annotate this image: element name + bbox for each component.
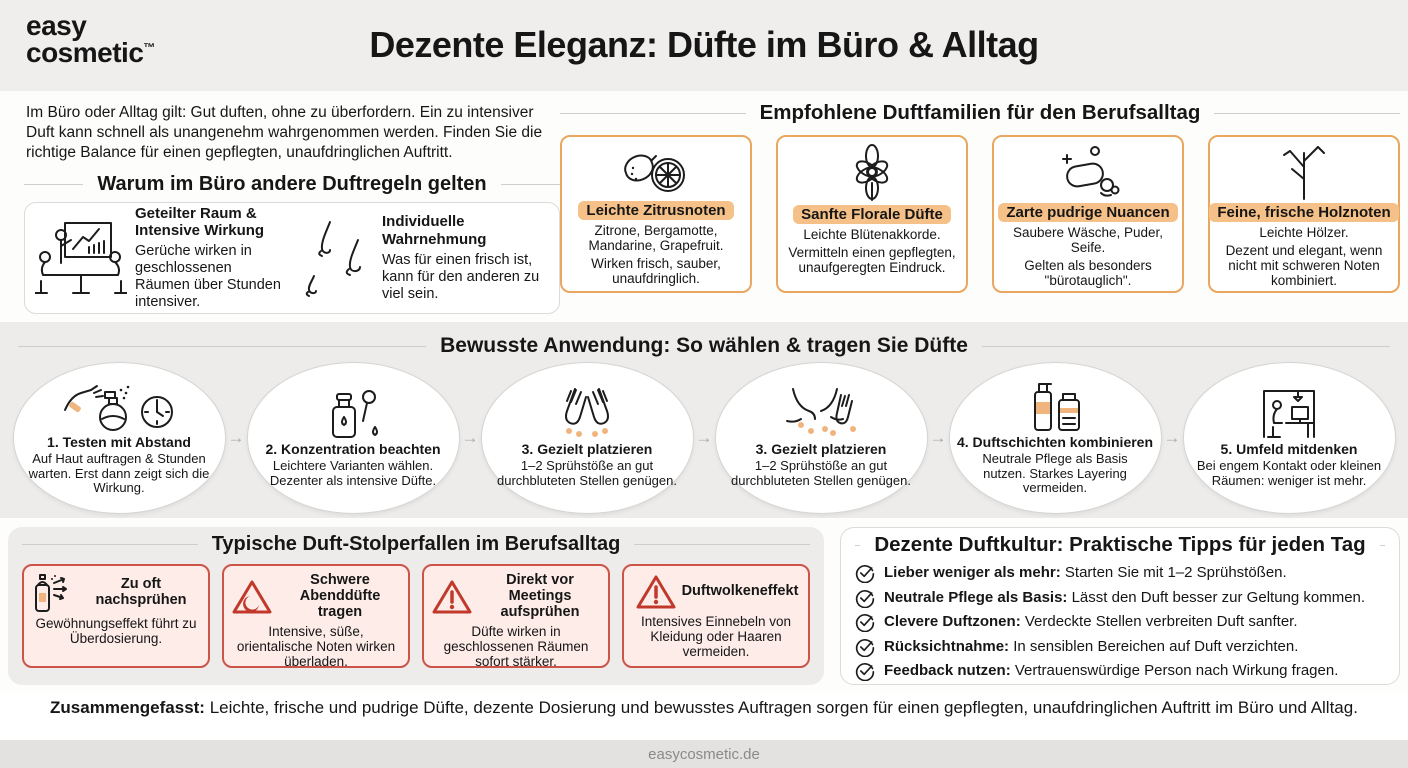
family-label: Feine, frische Holznoten: [1209, 203, 1398, 222]
why-item-title: Individuelle Wahrnehmung: [382, 213, 487, 248]
tip-item: [855, 610, 1385, 635]
pitfall-title: Schwere Abenddüfte tragen: [299, 572, 381, 620]
tip-lead: Clevere Duftzonen:: [884, 613, 1021, 630]
brand-line2: cosmetic: [26, 36, 144, 68]
family-card-powdery: [992, 135, 1184, 293]
families-header: [560, 101, 1400, 125]
tip-text: Verdeckte Stellen verbreiten Duft sanfter.: [1024, 613, 1298, 630]
tips-header: [855, 533, 1385, 557]
header-band: [0, 0, 1408, 91]
why-section: [24, 173, 560, 314]
step-body: Bei engem Kontakt oder kleinen Räumen: weniger ist mehr.: [1196, 458, 1382, 488]
family-body-line1: Zitrone, Bergamotte, Mandarine, Grapefruit.: [588, 223, 724, 254]
application-section: [0, 322, 1408, 518]
intro-paragraph: Im Büro oder Alltag gilt: Gut duften, ohne zu überfordern. Ein zu intensiver Duft kann schnell als unangenehm wahrgenommen werden. Finden Sie die richtige Balance für einen gepflegten, unaufdringlichen Auftritt.: [26, 104, 543, 161]
family-card-floral: [776, 135, 968, 293]
pitfall-body: Intensive, süße, orientalische Noten wirken überladen.: [236, 623, 396, 670]
family-body-line2: Vermitteln einen gepflegten, unaufgeregten Eindruck.: [788, 245, 956, 276]
why-box: [24, 202, 560, 314]
step-placement-wrists: [481, 362, 694, 514]
check-circle-icon: [855, 661, 875, 681]
pitfall-card-cloud: [622, 564, 810, 668]
divider-line: [1380, 545, 1385, 546]
application-header: [18, 334, 1390, 358]
arrow-right-icon: →: [461, 428, 479, 447]
tip-item: [855, 586, 1385, 611]
why-item-text: [135, 205, 288, 312]
family-body: [784, 227, 960, 275]
trademark-symbol: ™: [143, 40, 155, 55]
footer-band: [0, 740, 1408, 768]
check-circle-icon: [855, 563, 875, 583]
check-circle-icon: [855, 612, 875, 632]
step-body: Auf Haut auftragen & Stunden warten. Erst dann zeigt sich die Wirkung.: [28, 450, 210, 496]
family-body-line2: Gelten als besonders "bürotauglich".: [1024, 258, 1152, 289]
brand-line1: easy: [26, 10, 87, 41]
pitfall-title: Zu oft nachsprühen: [95, 576, 187, 608]
neck-icon: [779, 387, 863, 439]
divider-line: [24, 184, 83, 185]
divider-line: [634, 544, 810, 545]
tips-list: [855, 561, 1385, 684]
page-title: Dezente Eleganz: Düfte im Büro & Alltag: [369, 24, 1039, 65]
noses-icon: [296, 218, 374, 298]
check-circle-icon: [855, 637, 875, 657]
tip-text: Starten Sie mit 1–2 Sprühstößen.: [1064, 564, 1287, 581]
soap-icon: [1053, 143, 1123, 201]
tip-lead: Rücksichtnahme:: [884, 637, 1010, 655]
meeting-room-icon: [35, 219, 127, 297]
family-body-line2: Dezent und elegant, wenn nicht mit schweren Noten kombiniert.: [1225, 243, 1383, 289]
family-body: [1000, 225, 1176, 288]
family-body-line1: Leichte Hölzer.: [1259, 225, 1349, 240]
pitfalls-title: Typische Duft-Stolperfallen im Berufsalltag: [211, 533, 621, 555]
tips-panel: [840, 527, 1400, 685]
arrow-right-icon: →: [695, 428, 713, 447]
pitfall-body: Intensives Einnebeln von Kleidung oder Haaren vermeiden.: [640, 614, 792, 660]
family-body: [1216, 225, 1392, 288]
why-item-title: Geteilter Raum & Intensive Wirkung: [135, 204, 265, 240]
office-desk-icon: [1260, 387, 1318, 439]
divider-line: [501, 184, 560, 185]
warning-icon: [634, 573, 678, 611]
two-bottles-icon: [1023, 380, 1087, 432]
why-item: [296, 211, 549, 305]
summary-lead: Zusammengefasst:: [50, 698, 205, 717]
step-body: Neutrale Pflege als Basis nutzen. Starkes Layering vermeiden.: [982, 450, 1128, 496]
pitfall-title: Direkt vor Meetings aufsprühen: [500, 572, 580, 620]
tips-title: Dezente Duftkultur: Praktische Tipps für jeden Tag: [874, 533, 1366, 556]
divider-line: [22, 544, 198, 545]
pitfall-card-evening: [222, 564, 410, 668]
family-body-line1: Saubere Wäsche, Puder, Seife.: [1012, 225, 1164, 256]
divider-line: [1214, 113, 1400, 114]
family-card-citrus: [560, 135, 752, 293]
step-placement-neck: [715, 362, 928, 514]
tip-text: In sensiblen Bereichen auf Duft verzichten.: [1013, 637, 1299, 655]
tip-item: [855, 659, 1385, 684]
tip-lead: Lieber weniger als mehr:: [884, 564, 1061, 581]
step-title: 1. Testen mit Abstand: [47, 433, 191, 450]
step-concentration: [247, 362, 460, 514]
step-body: 1–2 Sprühstöße an gut durchbluteten Stellen genügen.: [497, 458, 677, 488]
bottom-section: [0, 518, 1408, 692]
footer-domain: easycosmetic.de: [648, 745, 760, 763]
divider-line: [18, 346, 426, 347]
summary-text: Leichte, frische und pudrige Düfte, dezente Dosierung und bewusstes Auftragen sorgen für einen gepflegten, unaufdringlichen Auftritt im Büro und Alltag.: [209, 698, 1358, 717]
family-body-line2: Wirken frisch, sauber, unaufdringlich.: [591, 256, 721, 287]
spray-can-icon: [30, 573, 76, 613]
main-section: [0, 91, 1408, 322]
family-label: Sanfte Florale Düfte: [793, 205, 951, 224]
tip-lead: Neutrale Pflege als Basis:: [884, 588, 1068, 606]
dropper-bottle-icon: [321, 387, 385, 439]
why-item-body: Was für einen frisch ist, kann für den anderen zu viel sein.: [382, 251, 540, 302]
step-body: 1–2 Sprühstöße an gut durchbluteten Stellen genügen.: [731, 458, 911, 488]
divider-line: [560, 113, 746, 114]
step-title: 3. Gezielt platzieren: [521, 441, 653, 458]
pitfall-card-meetings: [422, 564, 610, 668]
step-title: 2. Konzentration beachten: [265, 441, 441, 458]
families-section: [560, 101, 1400, 293]
why-header: [24, 173, 560, 196]
tip-lead: Feedback nutzen:: [884, 662, 1011, 679]
why-item-text: [382, 213, 549, 303]
step-title: 3. Gezielt platzieren: [755, 441, 887, 458]
step-test: [13, 362, 226, 514]
step-layering: [949, 362, 1162, 514]
arrow-right-icon: →: [1163, 428, 1181, 447]
tip-item: [855, 635, 1385, 660]
pitfalls-header: [22, 533, 810, 556]
family-body: [568, 223, 744, 286]
tip-item: [855, 561, 1385, 586]
check-circle-icon: [855, 588, 875, 608]
why-item: [35, 204, 288, 311]
pitfall-body: Gewöhnungseffekt führt zu Überdosierung.: [35, 616, 197, 647]
family-card-woody: [1208, 135, 1400, 293]
arrow-right-icon: →: [929, 428, 947, 447]
branch-icon: [1276, 143, 1332, 201]
family-label: Leichte Zitrusnoten: [578, 201, 733, 220]
families-cards: [560, 135, 1400, 293]
step-title: 5. Umfeld mitdenken: [1220, 441, 1358, 458]
family-label: Zarte pudrige Nuancen: [998, 203, 1177, 222]
spray-hand-clock-icon: [61, 380, 177, 432]
application-title: Bewusste Anwendung: So wählen & tragen Sie Düfte: [440, 334, 968, 357]
why-item-body: Gerüche wirken in geschlossenen Räumen über Stunden intensiver.: [135, 242, 281, 311]
flower-icon: [842, 143, 902, 203]
pitfall-body: Düfte wirken in geschlossenen Räumen sofort stärker.: [443, 623, 589, 670]
wrists-icon: [545, 387, 629, 439]
families-title: Empfohlene Duftfamilien für den Berufsalltag: [759, 101, 1201, 124]
step-environment: [1183, 362, 1396, 514]
arrow-right-icon: →: [227, 428, 245, 447]
summary-line: [0, 698, 1408, 718]
pitfalls-cards: [22, 564, 810, 668]
warning-moon-icon: [230, 578, 274, 616]
pitfall-title: Duftwolkeneffekt: [681, 583, 799, 600]
divider-line: [855, 545, 860, 546]
citrus-icon: [618, 143, 694, 199]
tip-text: Vertrauenswürdige Person nach Wirkung fragen.: [1014, 662, 1339, 679]
pitfalls-panel: [8, 527, 824, 685]
application-steps: [0, 362, 1408, 514]
warning-icon: [430, 578, 474, 616]
why-title: Warum im Büro andere Duftregeln gelten: [97, 173, 487, 195]
tip-text: Lässt den Duft besser zur Geltung kommen.: [1071, 588, 1366, 606]
divider-line: [982, 346, 1390, 347]
step-body: Leichtere Varianten wählen. Dezenter als intensive Düfte.: [269, 458, 437, 488]
family-body-line1: Leichte Blütenakkorde.: [803, 227, 941, 242]
step-title: 4. Duftschichten kombinieren: [956, 433, 1154, 450]
pitfall-card-respray: [22, 564, 210, 668]
